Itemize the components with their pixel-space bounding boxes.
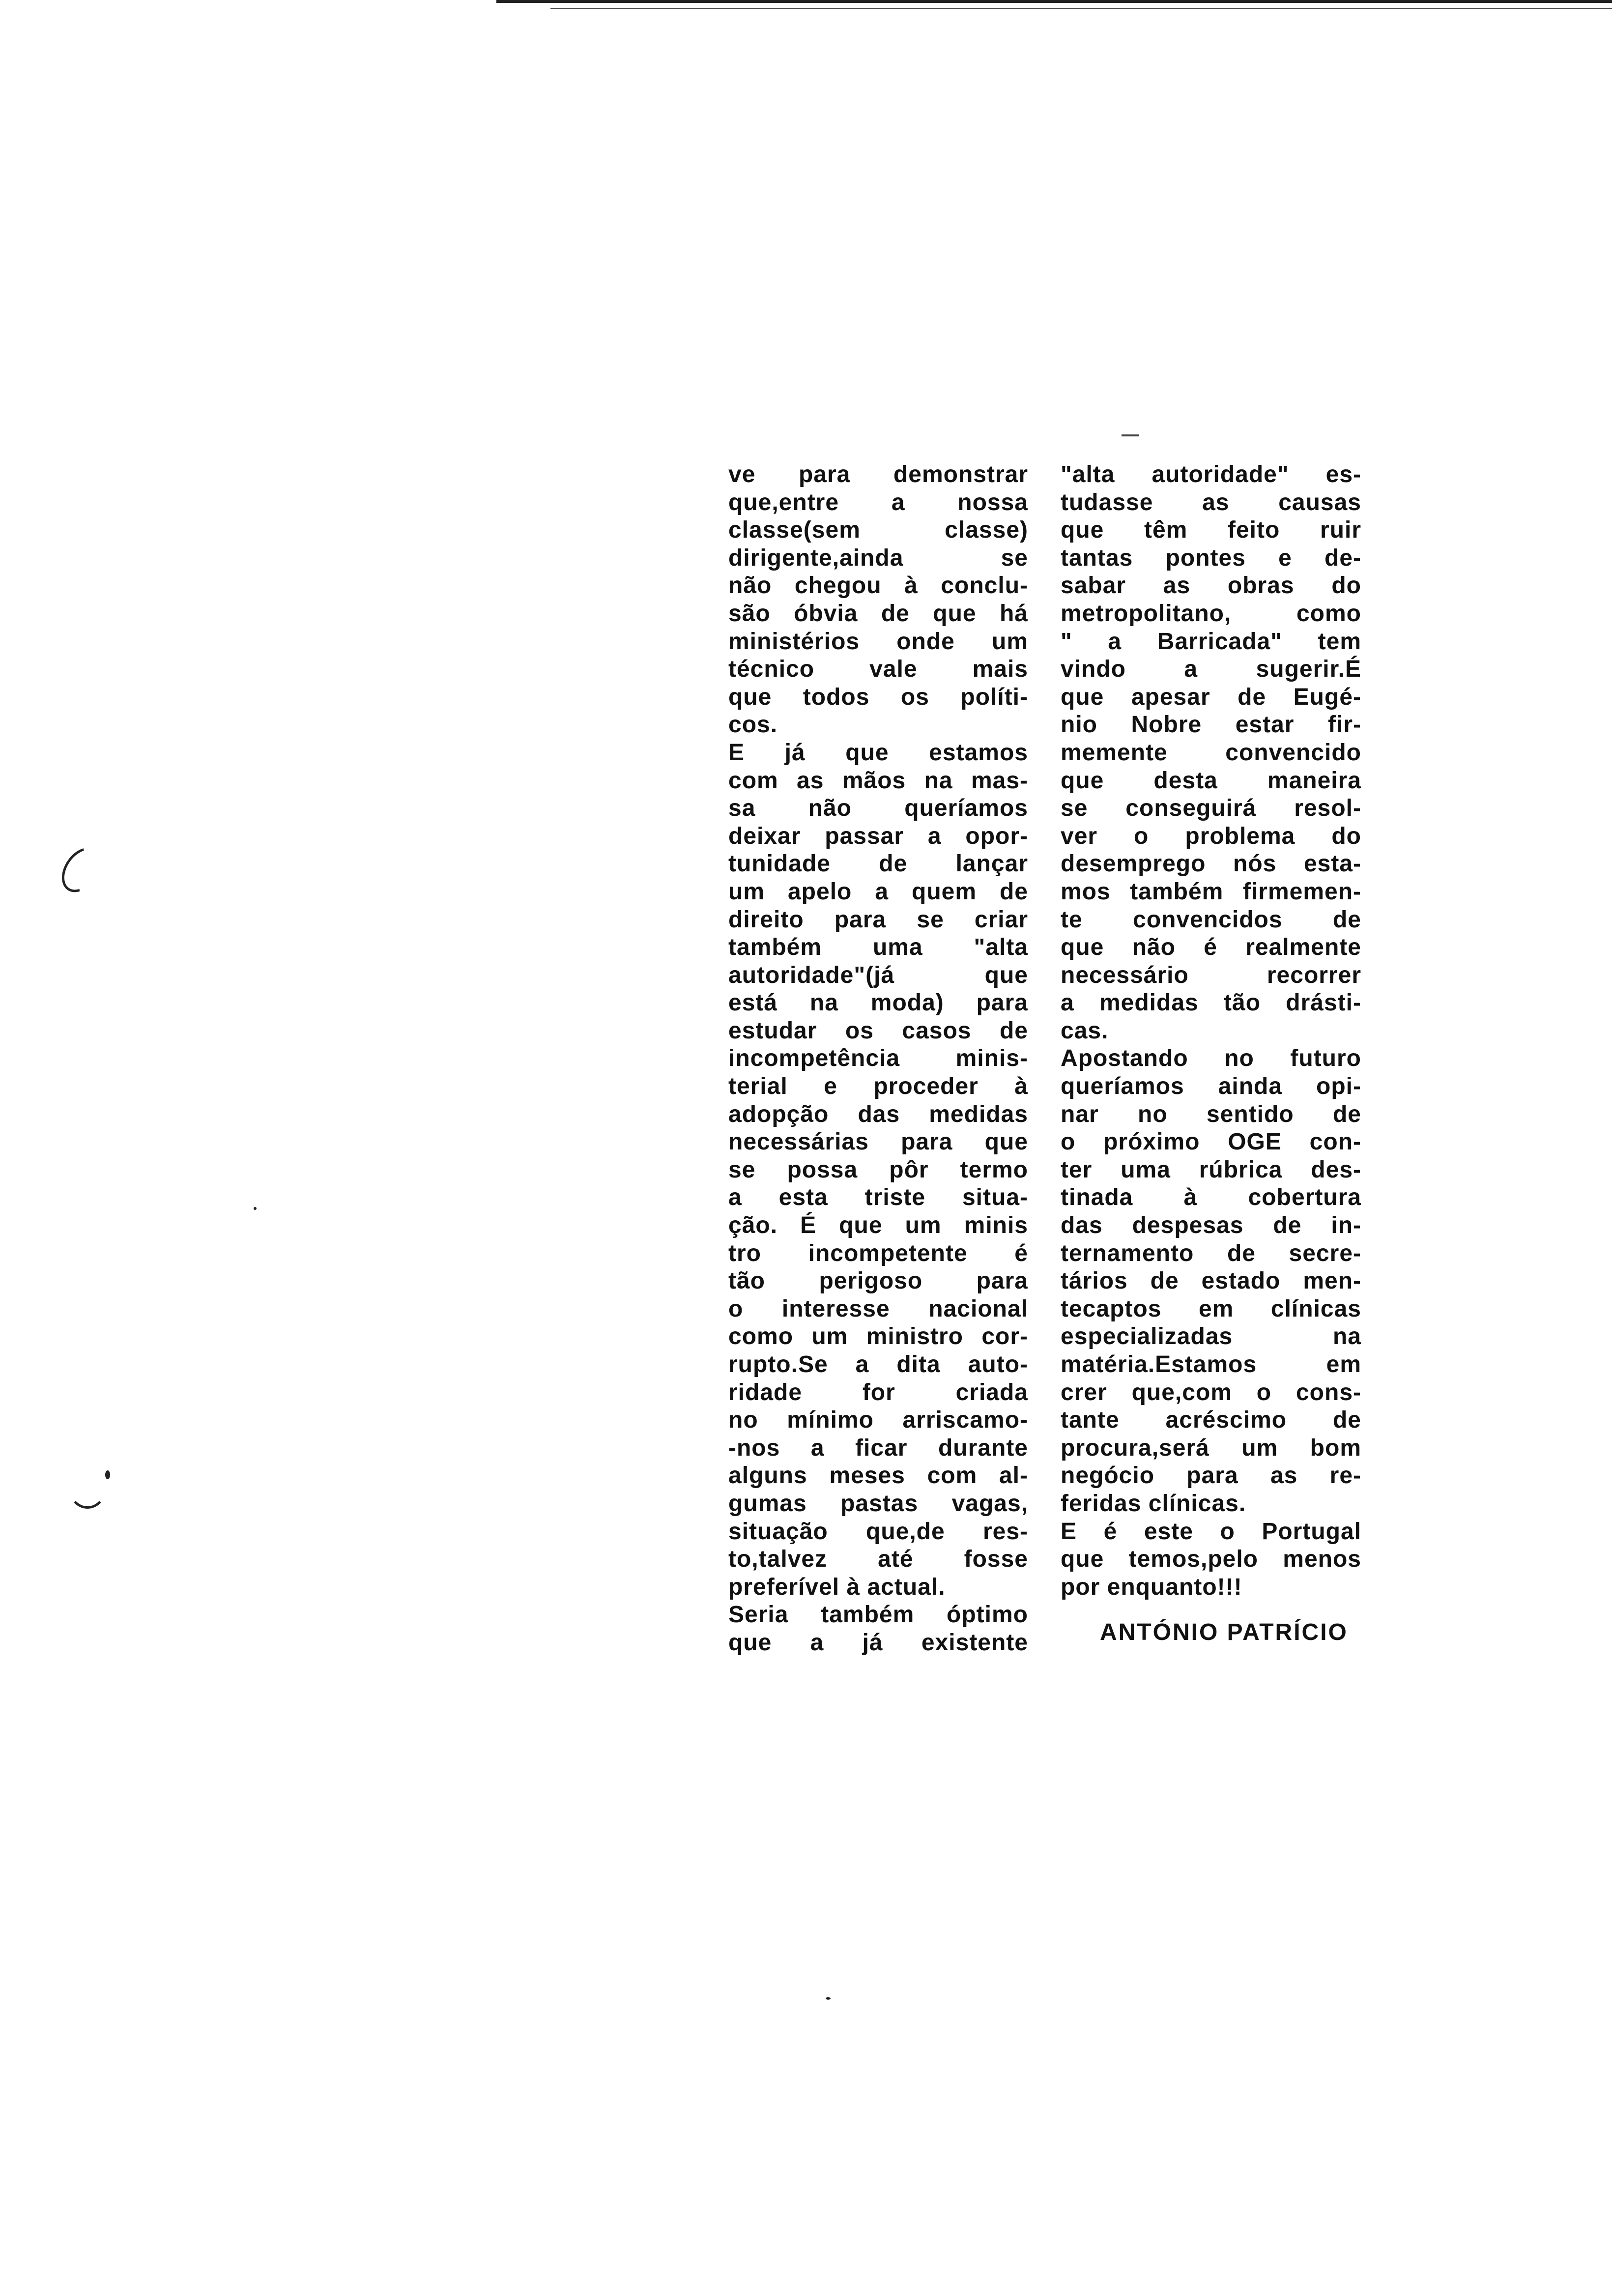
article-line: tecaptos em clínicas <box>1061 1295 1361 1322</box>
article-line: se possa pôr termo <box>728 1156 1028 1183</box>
article-line: não chegou à conclu- <box>728 573 1028 599</box>
article-line: que apesar de Eugé- <box>1061 684 1361 710</box>
article-line: procura,será um bom <box>1061 1435 1361 1461</box>
article-line: por enquanto!!! <box>1061 1574 1242 1600</box>
article-line: tão perigoso para <box>728 1268 1028 1294</box>
article-line: alguns meses com al- <box>728 1463 1028 1489</box>
article-line: situação que,de res- <box>728 1518 1028 1545</box>
article-line: negócio para as re- <box>1061 1463 1361 1489</box>
article-line: matéria.Estamos em <box>1061 1351 1361 1378</box>
article-line: ternamento de secre- <box>1061 1240 1361 1266</box>
margin-hole-mark-upper <box>54 840 109 900</box>
page-speck <box>826 1997 831 2000</box>
article-line: tro incompetente é <box>728 1240 1028 1266</box>
column-top-dash <box>1122 434 1139 436</box>
article-line: o próximo OGE con- <box>1061 1129 1361 1155</box>
article-line: autoridade"(já que <box>728 962 1028 988</box>
article-line: tários de estado men- <box>1061 1268 1361 1294</box>
article-line: cos. <box>728 712 778 738</box>
article-line: que desta maneira <box>1061 767 1361 794</box>
article-line: Seria também óptimo <box>728 1602 1028 1628</box>
article-line: especializadas na <box>1061 1323 1361 1350</box>
article-line: te convencidos de <box>1061 906 1361 933</box>
article-column-right <box>1061 461 1361 1601</box>
article-line: E já que estamos <box>728 739 1028 766</box>
article-line: memente convencido <box>1061 739 1361 766</box>
article-line: vindo a sugerir.É <box>1061 656 1361 683</box>
article-line: classe(sem classe) <box>728 517 1028 544</box>
article-line: cas. <box>1061 1017 1109 1044</box>
article-line: tante acréscimo de <box>1061 1407 1361 1434</box>
article-line: necessário recorrer <box>1061 962 1361 988</box>
article-line: tinada à cobertura <box>1061 1184 1361 1211</box>
article-line: como um ministro cor- <box>728 1323 1028 1350</box>
article-line: crer que,com o cons- <box>1061 1379 1361 1406</box>
article-line: ve para demonstrar <box>728 461 1028 488</box>
article-line: que,entre a nossa <box>728 489 1028 516</box>
article-line: terial e proceder à <box>728 1073 1028 1100</box>
article-line: que temos,pelo menos <box>1061 1546 1361 1573</box>
article-line: direito para se criar <box>728 906 1028 933</box>
article-line: E é este o Portugal <box>1061 1518 1361 1545</box>
article-line: Apostando no futuro <box>1061 1045 1361 1072</box>
article-line: que todos os políti- <box>728 684 1028 710</box>
article-line: também uma "alta <box>728 934 1028 961</box>
article-line: a esta triste situa- <box>728 1184 1028 1211</box>
article-line: queríamos ainda opi- <box>1061 1073 1361 1100</box>
article-line: sa não queríamos <box>728 795 1028 822</box>
article-line: que a já existente <box>728 1629 1028 1656</box>
article-line: to,talvez até fosse <box>728 1546 1028 1573</box>
article-line: se conseguirá resol- <box>1061 795 1361 822</box>
article-line: metropolitano, como <box>1061 600 1361 627</box>
article-line: dirigente,ainda se <box>728 545 1028 571</box>
article-line: rupto.Se a dita auto- <box>728 1351 1028 1378</box>
article-column-left <box>728 461 1028 1657</box>
article-line: -nos a ficar durante <box>728 1435 1028 1461</box>
article-line: a medidas tão drásti- <box>1061 990 1361 1016</box>
article-line: nar no sentido de <box>1061 1101 1361 1127</box>
article-line: tudasse as causas <box>1061 489 1361 516</box>
article-line: ção. É que um minis <box>728 1212 1028 1239</box>
article-line: que não é realmente <box>1061 934 1361 961</box>
page-top-rule-thin <box>550 8 1612 9</box>
article-line: feridas clínicas. <box>1061 1490 1246 1517</box>
page-top-rule <box>496 0 1612 3</box>
article-line: nio Nobre estar fir- <box>1061 712 1361 738</box>
article-line: tantas pontes e de- <box>1061 545 1361 571</box>
article-line: técnico vale mais <box>728 656 1028 683</box>
article-line: ridade for criada <box>728 1379 1028 1406</box>
article-line: deixar passar a opor- <box>728 823 1028 849</box>
article-line: preferível à actual. <box>728 1574 946 1600</box>
article-line: desemprego nós esta- <box>1061 851 1361 877</box>
article-line: no mínimo arriscamo- <box>728 1407 1028 1434</box>
margin-speck <box>105 1470 110 1479</box>
article-line: ter uma rúbrica des- <box>1061 1156 1361 1183</box>
article-line: adopção das medidas <box>728 1101 1028 1127</box>
article-line: ver o problema do <box>1061 823 1361 849</box>
article-line: " a Barricada" tem <box>1061 628 1361 655</box>
article-line: necessárias para que <box>728 1129 1028 1155</box>
article-line: são óbvia de que há <box>728 600 1028 627</box>
article-line: que têm feito ruir <box>1061 517 1361 544</box>
article-line: tunidade de lançar <box>728 851 1028 877</box>
article-line: gumas pastas vagas, <box>728 1490 1028 1517</box>
article-signature: ANTÓNIO PATRÍCIO <box>1100 1619 1348 1645</box>
article-line: o interesse nacional <box>728 1295 1028 1322</box>
article-line: sabar as obras do <box>1061 573 1361 599</box>
article-line: está na moda) para <box>728 990 1028 1016</box>
article-line: incompetência minis- <box>728 1045 1028 1072</box>
article-line: estudar os casos de <box>728 1017 1028 1044</box>
article-line: ministérios onde um <box>728 628 1028 655</box>
article-line: mos também firmemen- <box>1061 878 1361 905</box>
article-line: das despesas de in- <box>1061 1212 1361 1239</box>
page-speck <box>254 1207 257 1210</box>
article-line: com as mãos na mas- <box>728 767 1028 794</box>
margin-hole-mark-lower <box>68 1464 107 1509</box>
article-line: um apelo a quem de <box>728 878 1028 905</box>
article-line: "alta autoridade" es- <box>1061 461 1361 488</box>
